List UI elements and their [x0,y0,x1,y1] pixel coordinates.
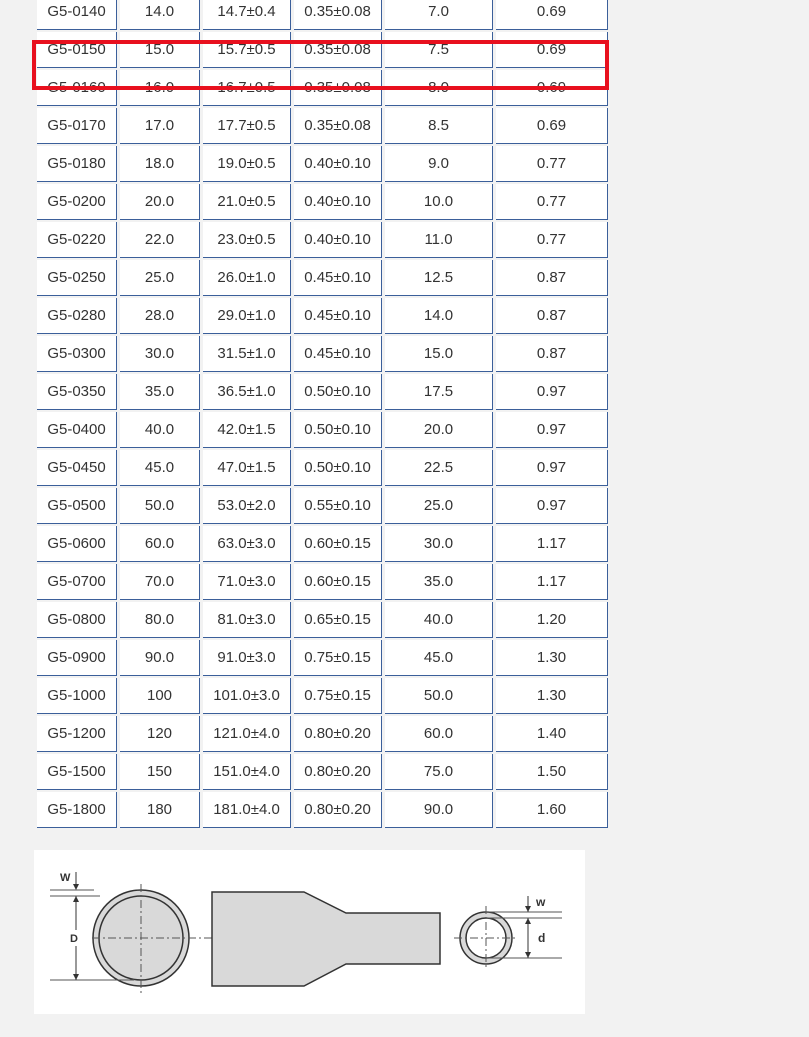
table-cell: 0.80±0.20 [294,754,382,790]
w-arrow-head [73,884,79,890]
table-row [37,602,608,638]
table-cell: 0.97 [496,450,608,486]
d-arrow-bottom [525,952,531,958]
w-small-arrow-head [525,906,531,912]
table-cell: G5-0900 [37,640,117,676]
table-cell: 0.65±0.15 [294,602,382,638]
spec-table-body [37,0,608,828]
table-row [37,146,608,182]
w-label-left: W [60,872,71,884]
table-cell: 19.0±0.5 [203,146,291,182]
table-cell: 0.80±0.20 [294,716,382,752]
table-cell: G5-0200 [37,184,117,220]
table-cell: 0.45±0.10 [294,298,382,334]
table-cell: 0.60±0.15 [294,526,382,562]
table-cell: 53.0±2.0 [203,488,291,524]
table-cell: 0.77 [496,184,608,220]
table-cell: 0.35±0.08 [294,32,382,68]
table-cell: 17.7±0.5 [203,108,291,144]
table-cell: G5-1000 [37,678,117,714]
table-cell: 1.17 [496,526,608,562]
table-cell: 17.5 [385,374,493,410]
table-cell: 15.0 [385,336,493,372]
table-cell: G5-1800 [37,792,117,828]
dimension-diagram [34,850,585,1014]
table-row [37,716,608,752]
table-cell: 0.40±0.10 [294,222,382,258]
table-cell: 1.20 [496,602,608,638]
table-cell: G5-1500 [37,754,117,790]
table-cell: G5-0250 [37,260,117,296]
table-cell: 0.40±0.10 [294,184,382,220]
table-cell: 1.40 [496,716,608,752]
table-cell: 150 [120,754,200,790]
table-cell: 0.45±0.10 [294,336,382,372]
table-cell: 180 [120,792,200,828]
table-cell: 16.0 [120,70,200,106]
table-cell: G5-0700 [37,564,117,600]
table-cell: 120 [120,716,200,752]
sleeve-side-profile [212,892,440,986]
table-cell: 0.50±0.10 [294,412,382,448]
table-cell: 181.0±4.0 [203,792,291,828]
table-cell: 50.0 [120,488,200,524]
D-label: D [70,933,78,945]
table-row [37,526,608,562]
table-cell: 0.77 [496,146,608,182]
table-row [37,336,608,372]
table-cell: G5-0170 [37,108,117,144]
table-cell: 7.0 [385,0,493,30]
table-row [37,260,608,296]
table-cell: 20.0 [385,412,493,448]
table-cell: 23.0±0.5 [203,222,291,258]
table-cell: G5-0300 [37,336,117,372]
table-cell: 0.50±0.10 [294,450,382,486]
table-cell: 1.50 [496,754,608,790]
table-cell: 30.0 [120,336,200,372]
table-row [37,222,608,258]
table-cell: 90.0 [385,792,493,828]
table-row [37,412,608,448]
table-cell: 21.0±0.5 [203,184,291,220]
table-cell: 0.87 [496,260,608,296]
table-cell: 1.17 [496,564,608,600]
table-cell: 8.0 [385,70,493,106]
table-row [37,564,608,600]
table-cell: 60.0 [385,716,493,752]
table-cell: 60.0 [120,526,200,562]
table-cell: 71.0±3.0 [203,564,291,600]
table-cell: G5-0140 [37,0,117,30]
d-label: d [538,931,546,945]
table-cell: 31.5±1.0 [203,336,291,372]
table-cell: 9.0 [385,146,493,182]
table-cell: 70.0 [120,564,200,600]
table-cell: 90.0 [120,640,200,676]
table-cell: 0.69 [496,70,608,106]
table-cell: 0.69 [496,0,608,30]
table-cell: 0.97 [496,412,608,448]
table-cell: 8.5 [385,108,493,144]
table-cell: 101.0±3.0 [203,678,291,714]
D-arrow-top [73,896,79,902]
table-row [37,298,608,334]
table-row [37,32,608,68]
table-cell: G5-0800 [37,602,117,638]
table-cell: G5-0450 [37,450,117,486]
table-row [37,108,608,144]
table-cell: G5-0280 [37,298,117,334]
table-cell: 0.45±0.10 [294,260,382,296]
table-cell: 47.0±1.5 [203,450,291,486]
table-cell: 0.87 [496,336,608,372]
table-cell: 0.55±0.10 [294,488,382,524]
table-cell: 25.0 [120,260,200,296]
table-row [37,678,608,714]
table-cell: 20.0 [120,184,200,220]
table-cell: 30.0 [385,526,493,562]
table-cell: 0.50±0.10 [294,374,382,410]
D-arrow-bottom [73,974,79,980]
table-cell: 1.60 [496,792,608,828]
table-cell: 100 [120,678,200,714]
table-cell: 42.0±1.5 [203,412,291,448]
table-cell: G5-0500 [37,488,117,524]
table-cell: G5-0180 [37,146,117,182]
table-cell: 50.0 [385,678,493,714]
table-cell: 14.0 [385,298,493,334]
table-row [37,450,608,486]
table-cell: 35.0 [120,374,200,410]
table-cell: G5-0400 [37,412,117,448]
table-row [37,640,608,676]
table-row [37,792,608,828]
table-cell: G5-0150 [37,32,117,68]
table-cell: 0.35±0.08 [294,0,382,30]
table-cell: 121.0±4.0 [203,716,291,752]
table-cell: 1.30 [496,678,608,714]
table-cell: 10.0 [385,184,493,220]
table-cell: 15.7±0.5 [203,32,291,68]
table-row [37,374,608,410]
table-row [37,70,608,106]
table-row [37,754,608,790]
table-cell: G5-1200 [37,716,117,752]
table-cell: 22.5 [385,450,493,486]
w-label-right: w [536,895,546,909]
table-cell: 15.0 [120,32,200,68]
table-cell: 0.75±0.15 [294,678,382,714]
table-cell: G5-0600 [37,526,117,562]
table-cell: 45.0 [120,450,200,486]
table-cell: 26.0±1.0 [203,260,291,296]
table-cell: 80.0 [120,602,200,638]
table-cell: 36.5±1.0 [203,374,291,410]
table-cell: 91.0±3.0 [203,640,291,676]
table-cell: 7.5 [385,32,493,68]
diagram-svg [34,850,585,1014]
table-cell: 40.0 [120,412,200,448]
table-cell: 1.30 [496,640,608,676]
table-cell: 16.7±0.5 [203,70,291,106]
table-cell: 45.0 [385,640,493,676]
small-end-view [454,895,562,970]
table-cell: 75.0 [385,754,493,790]
table-cell: 0.97 [496,488,608,524]
table-cell: 29.0±1.0 [203,298,291,334]
table-cell: 28.0 [120,298,200,334]
table-cell: 0.40±0.10 [294,146,382,182]
table-row [37,184,608,220]
table-cell: G5-0220 [37,222,117,258]
table-cell: 0.80±0.20 [294,792,382,828]
table-cell: 0.77 [496,222,608,258]
table-cell: 0.35±0.08 [294,70,382,106]
table-cell: 81.0±3.0 [203,602,291,638]
table-cell: 0.75±0.15 [294,640,382,676]
table-cell: 35.0 [385,564,493,600]
table-cell: G5-0350 [37,374,117,410]
table-cell: 151.0±4.0 [203,754,291,790]
table-cell: 0.35±0.08 [294,108,382,144]
table-cell: 22.0 [120,222,200,258]
table-cell: 14.7±0.4 [203,0,291,30]
table-cell: 0.60±0.15 [294,564,382,600]
table-row [37,0,608,30]
table-cell: 0.69 [496,32,608,68]
table-cell: 17.0 [120,108,200,144]
table-cell: 25.0 [385,488,493,524]
table-cell: 63.0±3.0 [203,526,291,562]
d-arrow-top [525,918,531,924]
table-cell: 14.0 [120,0,200,30]
table-cell: 0.87 [496,298,608,334]
table-cell: 0.69 [496,108,608,144]
table-cell: 40.0 [385,602,493,638]
table-row [37,488,608,524]
spec-table [34,0,611,830]
table-cell: G5-0160 [37,70,117,106]
table-cell: 12.5 [385,260,493,296]
table-cell: 18.0 [120,146,200,182]
table-cell: 11.0 [385,222,493,258]
table-cell: 0.97 [496,374,608,410]
